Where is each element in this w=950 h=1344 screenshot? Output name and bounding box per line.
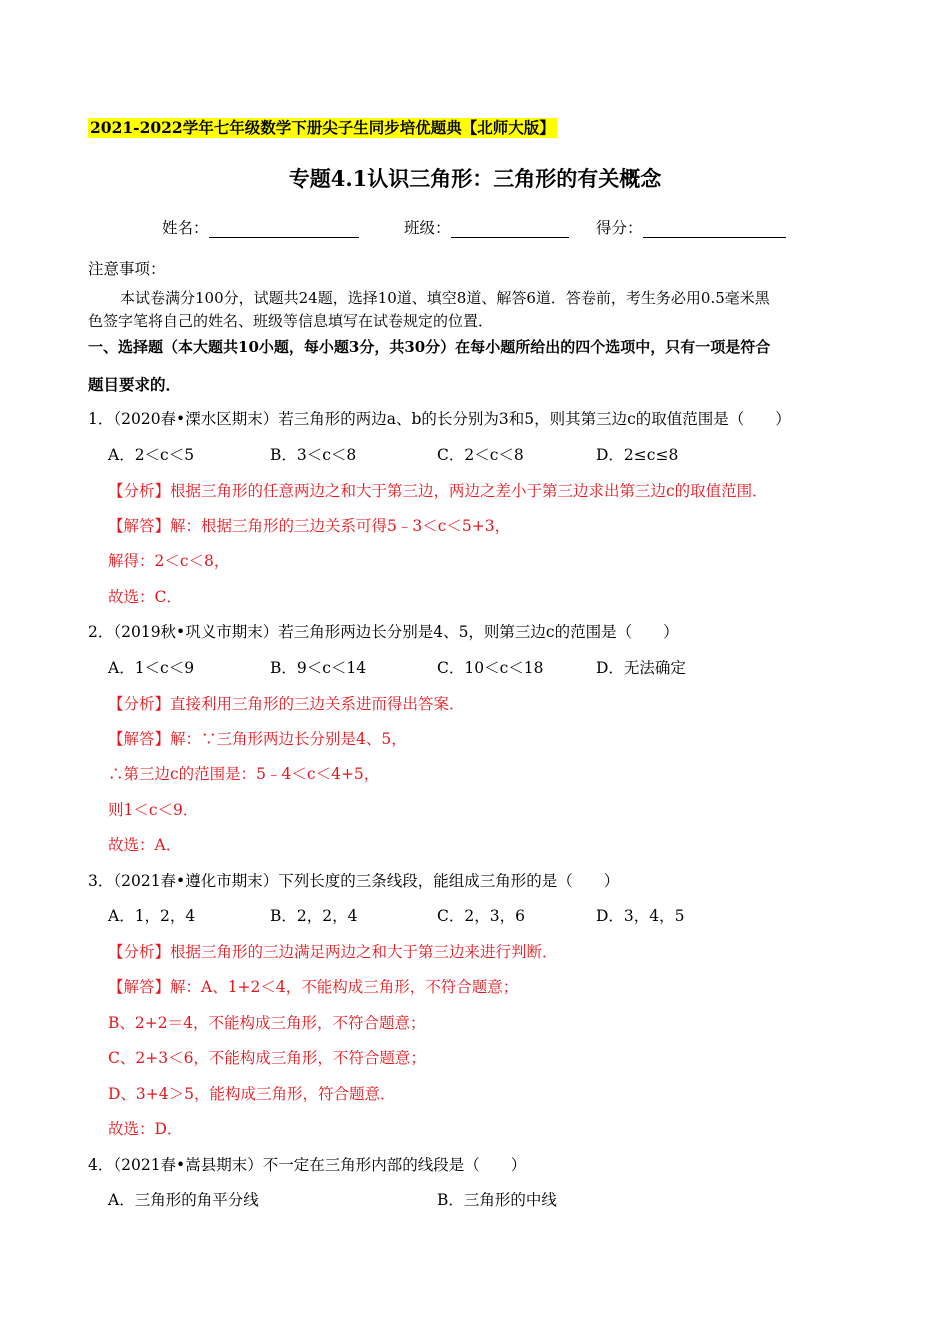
q1-option-d: D．2≤c≤8 — [596, 446, 679, 464]
q2-stem: 2．（2019秋•巩义市期末）若三角形两边长分别是4、5，则第三边c的范围是（ ） — [88, 623, 679, 641]
q1-option-b: B．3＜c＜8 — [270, 446, 357, 464]
q1-option-c: C．2＜c＜8 — [437, 446, 524, 464]
q2-option-d: D．无法确定 — [596, 659, 686, 677]
section-heading-1: 一、选择题（本大题共10小题，每小题3分，共30分）在每小题所给出的四个选项中，只有一项是符合 — [88, 338, 771, 356]
name-label: 姓名： — [162, 219, 209, 237]
q1-solution-2: 解得：2＜c＜8， — [108, 552, 230, 570]
q4-option-a: A．三角形的角平分线 — [108, 1191, 259, 1209]
score-field — [596, 218, 786, 238]
q3-solution-5: 故选：D． — [108, 1120, 183, 1138]
q2-analysis: 【分析】直接利用三角形的三边关系进而得出答案． — [108, 695, 465, 713]
q3-option-a: A．1，2，4 — [108, 907, 196, 925]
notice-line-2: 色签字笔将自己的姓名、班级等信息填写在试卷规定的位置． — [88, 312, 494, 330]
q1-stem: 1．（2020春•溧水区期末）若三角形的两边a、b的长分别为3和5，则其第三边c的取值范围是（ ） — [88, 410, 791, 428]
page-title: 专题4.1认识三角形：三角形的有关概念 — [288, 166, 662, 191]
q4-stem: 4．（2021春•嵩县期末）不一定在三角形内部的线段是（ ） — [88, 1156, 527, 1174]
q1-analysis: 【分析】根据三角形的任意两边之和大于第三边，两边之差小于第三边求出第三边c的取值范围． — [108, 482, 768, 500]
class-field — [404, 218, 569, 238]
class-label: 班级： — [404, 219, 451, 237]
q2-solution-4: 故选：A． — [108, 836, 182, 854]
notice-heading: 注意事项： — [88, 260, 166, 278]
q3-option-d: D．3，4，5 — [596, 907, 685, 925]
class-blank[interactable] — [451, 221, 569, 238]
score-label: 得分： — [596, 219, 643, 237]
notice-line-1: 本试卷满分100分，试题共24题，选择10道、填空8道、解答6道．答卷前，考生务必用0.5毫米黑 — [120, 289, 770, 307]
q2-option-a: A．1＜c＜9 — [108, 659, 195, 677]
name-field — [162, 218, 359, 238]
q3-solution-1: 【解答】解：A、1+2＜4，不能构成三角形，不符合题意； — [108, 978, 519, 996]
q3-analysis: 【分析】根据三角形的三边满足两边之和大于第三边来进行判断． — [108, 943, 558, 961]
q2-option-b: B．9＜c＜14 — [270, 659, 367, 677]
q2-option-c: C．10＜c＜18 — [437, 659, 544, 677]
q3-option-b: B．2，2，4 — [270, 907, 358, 925]
series-title: 2021-2022学年七年级数学下册尖子生同步培优题典【北师大版】 — [90, 118, 555, 137]
q2-solution-1: 【解答】解：∵三角形两边长分别是4、5， — [108, 730, 407, 748]
section-heading-2: 题目要求的． — [88, 375, 182, 394]
score-blank[interactable] — [643, 221, 786, 238]
q3-solution-3: C、2+3＜6，不能构成三角形，不符合题意； — [108, 1049, 426, 1067]
q1-option-a: A．2＜c＜5 — [108, 446, 195, 464]
q2-solution-2: ∴第三边c的范围是：5﹣4＜c＜4+5， — [108, 765, 380, 783]
q1-solution-3: 故选：C． — [108, 588, 182, 606]
q3-solution-2: B、2+2＝4，不能构成三角形，不符合题意； — [108, 1014, 426, 1032]
q4-option-b: B．三角形的中线 — [437, 1191, 557, 1209]
name-blank[interactable] — [209, 221, 359, 238]
q3-stem: 3．（2021春•遵化市期末）下列长度的三条线段，能组成三角形的是（ ） — [88, 872, 620, 890]
q2-solution-3: 则1＜c＜9． — [108, 801, 199, 819]
q1-solution-1: 【解答】解：根据三角形的三边关系可得5﹣3＜c＜5+3， — [108, 517, 511, 535]
q3-option-c: C．2，3，6 — [437, 907, 525, 925]
q3-solution-4: D、3+4＞5，能构成三角形，符合题意． — [108, 1085, 396, 1103]
